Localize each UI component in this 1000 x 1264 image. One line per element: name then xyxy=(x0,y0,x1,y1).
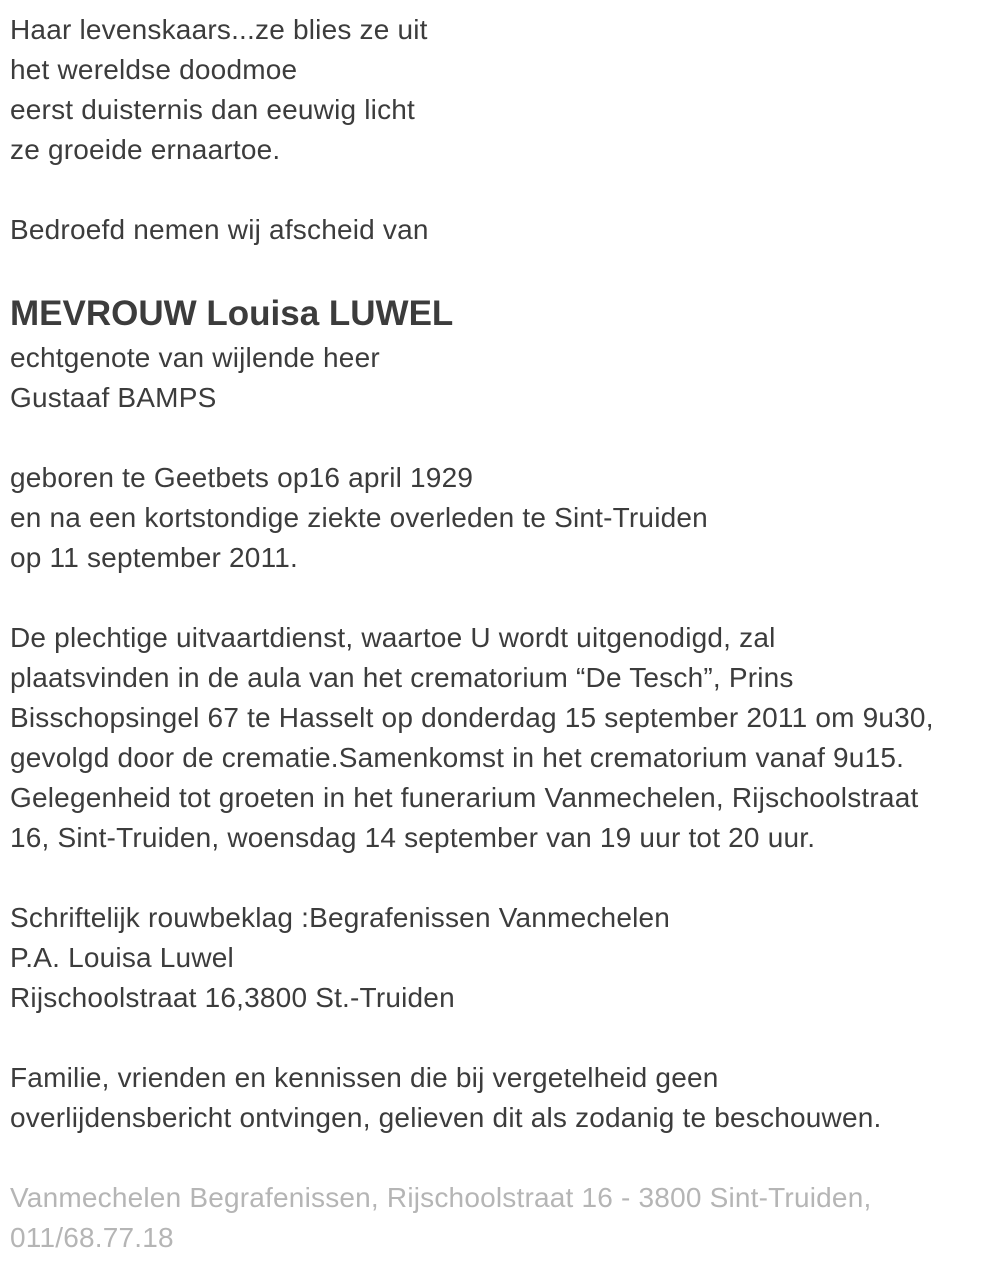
service-line: 16, Sint-Truiden, woensdag 14 september van 19 uur tot 20 uur. xyxy=(10,822,816,853)
condolence-address xyxy=(10,898,992,1018)
service-details xyxy=(10,618,992,858)
poem-line: ze groeide ernaartoe. xyxy=(10,134,281,165)
service-line: plaatsvinden in de aula van het crematorium “De Tesch”, Prins xyxy=(10,662,794,693)
apology-notice-line: overlijdensbericht ontvingen, gelieven dit als zodanig te beschouwen. xyxy=(10,1102,882,1133)
deceased-name: MEVROUW Louisa LUWEL xyxy=(10,294,454,333)
life-dates xyxy=(10,458,992,578)
poem-line: Haar levenskaars...ze blies ze uit xyxy=(10,14,428,45)
deceased-section xyxy=(10,290,992,418)
apology-notice-line: Familie, vrienden en kennissen die bij vergetelheid geen xyxy=(10,1062,719,1093)
poem-line: eerst duisternis dan eeuwig licht xyxy=(10,94,416,125)
condolence-line: P.A. Louisa Luwel xyxy=(10,942,234,973)
service-line: gevolgd door de crematie.Samenkomst in het crematorium vanaf 9u15. xyxy=(10,742,905,773)
apology-notice xyxy=(10,1058,992,1138)
life-dates-line: en na een kortstondige ziekte overleden te Sint-Truiden xyxy=(10,502,708,533)
farewell-intro-line: Bedroefd nemen wij afscheid van xyxy=(10,214,429,245)
funeral-home-footer-line: Vanmechelen Begrafenissen, Rijschoolstraat 16 - 3800 Sint-Truiden, xyxy=(10,1182,872,1213)
condolence-line: Rijschoolstraat 16,3800 St.-Truiden xyxy=(10,982,455,1013)
service-line: Gelegenheid tot groeten in het funerarium Vanmechelen, Rijschoolstraat xyxy=(10,782,919,813)
life-dates-line: geboren te Geetbets op16 april 1929 xyxy=(10,462,474,493)
condolence-line: Schriftelijk rouwbeklag :Begrafenissen Vanmechelen xyxy=(10,902,671,933)
deceased-name-heading xyxy=(10,290,992,338)
relation-info xyxy=(10,338,992,418)
farewell-intro xyxy=(10,210,992,250)
poem-line: het wereldse doodmoe xyxy=(10,54,298,85)
service-line: De plechtige uitvaartdienst, waartoe U wordt uitgenodigd, zal xyxy=(10,622,776,653)
life-dates-line: op 11 september 2011. xyxy=(10,542,299,573)
relation-line: echtgenote van wijlende heer xyxy=(10,342,380,373)
funeral-home-footer xyxy=(10,1178,992,1258)
poem xyxy=(10,10,992,170)
service-line: Bisschopsingel 67 te Hasselt op donderdag 15 september 2011 om 9u30, xyxy=(10,702,934,733)
relation-line: Gustaaf BAMPS xyxy=(10,382,217,413)
funeral-home-footer-line: 011/68.77.18 xyxy=(10,1222,174,1253)
